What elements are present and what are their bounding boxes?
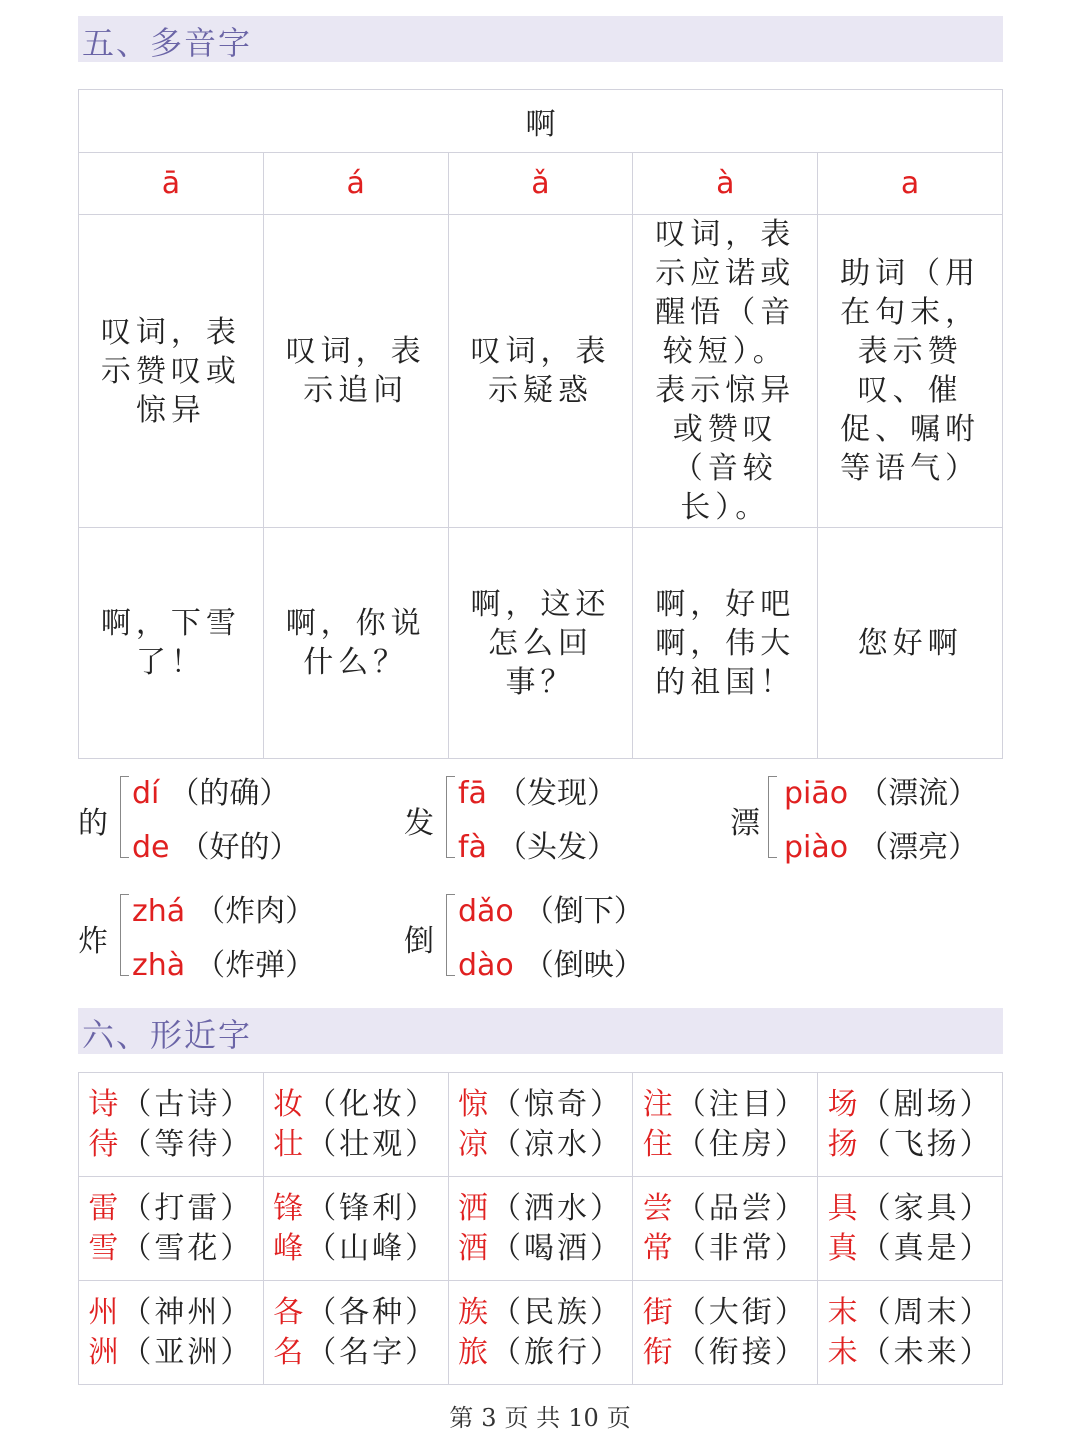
- polyphone-pinyin: piào: [784, 830, 849, 865]
- polyphone-word: （好的）: [179, 830, 300, 865]
- similar-char-word: （未来）: [860, 1334, 993, 1370]
- similar-char: 注: [642, 1086, 676, 1122]
- similar-char-line: [79, 1125, 263, 1165]
- polyphone-pinyin: de: [132, 830, 170, 865]
- similar-chars-table: [78, 1072, 1003, 1385]
- similar-char: 真: [827, 1230, 861, 1266]
- similar-char: 洲: [88, 1334, 122, 1370]
- similar-char-word: （家具）: [860, 1190, 993, 1226]
- similar-char-cell: [448, 1281, 633, 1385]
- polyphone-reading: [132, 822, 300, 866]
- similar-char-word: （剧场）: [860, 1086, 993, 1122]
- similar-char: 诗: [88, 1086, 122, 1122]
- polyphone-reading: [132, 768, 289, 812]
- polyphone-group: [404, 760, 704, 876]
- similar-char-line: [449, 1293, 633, 1333]
- similar-char: 峰: [273, 1230, 307, 1266]
- polyphone-pinyin: zhá: [132, 894, 186, 929]
- example-cell: 啊，下雪了！: [79, 528, 264, 759]
- similar-char-line: [264, 1085, 448, 1125]
- section-header-polyphones: [78, 16, 1003, 62]
- similar-char-word: （品尝）: [675, 1190, 808, 1226]
- pinyin-cell: á: [263, 153, 448, 215]
- similar-char-word: （民族）: [490, 1294, 623, 1330]
- polyphone-char: 的: [78, 806, 108, 841]
- example-cell: 啊，你说什么？: [263, 528, 448, 759]
- similar-char: 族: [457, 1294, 491, 1330]
- similar-char-word: （神州）: [121, 1294, 254, 1330]
- similar-char-line: [264, 1125, 448, 1165]
- similar-char: 衔: [642, 1334, 676, 1370]
- similar-char-line: [818, 1333, 1002, 1373]
- polyphone-pinyin: fā: [458, 776, 487, 811]
- similar-char-word: （壮观）: [306, 1126, 439, 1162]
- similar-char: 场: [827, 1086, 861, 1122]
- polyphone-word: （漂亮）: [858, 830, 979, 865]
- polyphone-reading: [132, 886, 315, 930]
- similar-char-word: （锋利）: [306, 1190, 439, 1226]
- similar-char-word: （衔接）: [675, 1334, 808, 1370]
- similar-char: 街: [642, 1294, 676, 1330]
- similar-char: 旅: [457, 1334, 491, 1370]
- similar-char-cell: [818, 1281, 1003, 1385]
- similar-char-cell: [633, 1281, 818, 1385]
- similar-char-cell: [263, 1177, 448, 1281]
- similar-char: 住: [642, 1126, 676, 1162]
- table-row: [79, 1073, 1003, 1177]
- similar-char-cell: [448, 1177, 633, 1281]
- polyphone-reading: [132, 940, 315, 984]
- polyphone-group: [730, 760, 1050, 876]
- polyphone-pinyin: fà: [458, 830, 487, 865]
- footer-text: 页 共: [504, 1404, 561, 1432]
- footer-text: 第: [449, 1404, 474, 1432]
- polyphone-word: （的确）: [169, 776, 290, 811]
- similar-char-cell: [633, 1073, 818, 1177]
- meaning-cell: 助词（用在句末，表示赞叹、催促、嘱咐等语气）: [818, 215, 1003, 528]
- similar-char-line: [449, 1229, 633, 1269]
- polyphone-word: （炸弹）: [195, 948, 316, 983]
- polyphone-word: （发现）: [496, 776, 617, 811]
- similar-char: 待: [88, 1126, 122, 1162]
- similar-char-line: [79, 1189, 263, 1229]
- meaning-cell: 叹词，表示应诺或醒悟（音较短）。表示惊异或赞叹（音较长）。: [633, 215, 818, 528]
- table-header-char: 啊: [79, 90, 1003, 153]
- pinyin-cell: ā: [79, 153, 264, 215]
- similar-char: 洒: [457, 1190, 491, 1226]
- polyphone-word: （倒下）: [523, 894, 644, 929]
- similar-char: 凉: [457, 1126, 491, 1162]
- section-title: 六、形近字: [82, 1016, 253, 1054]
- similar-char-line: [818, 1189, 1002, 1229]
- similar-char-word: （非常）: [675, 1230, 808, 1266]
- similar-char-line: [818, 1293, 1002, 1333]
- similar-char-line: [264, 1293, 448, 1333]
- similar-char-line: [818, 1229, 1002, 1269]
- brace: [446, 776, 455, 858]
- similar-char: 扬: [827, 1126, 861, 1162]
- similar-char-cell: [633, 1177, 818, 1281]
- similar-char: 常: [642, 1230, 676, 1266]
- meaning-cell: 叹词，表示追问: [263, 215, 448, 528]
- similar-char-word: （大街）: [675, 1294, 808, 1330]
- similar-char: 壮: [273, 1126, 307, 1162]
- polyphone-word: （漂流）: [858, 776, 979, 811]
- similar-char-word: （飞扬）: [860, 1126, 993, 1162]
- similar-char-line: [633, 1333, 817, 1373]
- similar-char: 惊: [457, 1086, 491, 1122]
- similar-char-word: （打雷）: [121, 1190, 254, 1226]
- similar-char-word: （古诗）: [121, 1086, 254, 1122]
- similar-char-word: （注目）: [675, 1086, 808, 1122]
- similar-char-line: [264, 1229, 448, 1269]
- similar-char: 雷: [88, 1190, 122, 1226]
- polyphone-group: [78, 878, 378, 994]
- similar-char-word: （雪花）: [121, 1230, 254, 1266]
- similar-char: 名: [273, 1334, 307, 1370]
- similar-char: 尝: [642, 1190, 676, 1226]
- example-cell: 啊，这还怎么回事？: [448, 528, 633, 759]
- example-cell: 您好啊: [818, 528, 1003, 759]
- total-pages: 10: [568, 1404, 599, 1432]
- similar-char-line: [633, 1293, 817, 1333]
- example-cell: 啊，好吧啊，伟大的祖国！: [633, 528, 818, 759]
- similar-char-line: [79, 1085, 263, 1125]
- similar-char-word: （等待）: [121, 1126, 254, 1162]
- polyphone-pinyin: dí: [132, 776, 160, 811]
- similar-char-line: [633, 1229, 817, 1269]
- polyphone-group: [404, 878, 704, 994]
- polyphone-word: （炸肉）: [195, 894, 316, 929]
- polyphone-reading: [458, 768, 617, 812]
- polyphone-reading: [458, 822, 617, 866]
- similar-char-word: （名字）: [306, 1334, 439, 1370]
- similar-char-word: （凉水）: [490, 1126, 623, 1162]
- similar-char-word: （各种）: [306, 1294, 439, 1330]
- footer-text: 页: [606, 1404, 631, 1432]
- similar-char-line: [449, 1125, 633, 1165]
- similar-char-word: （亚洲）: [121, 1334, 254, 1370]
- similar-char-word: （住房）: [675, 1126, 808, 1162]
- similar-char: 各: [273, 1294, 307, 1330]
- similar-char-line: [449, 1085, 633, 1125]
- polyphone-char: 炸: [78, 924, 108, 959]
- brace: [120, 776, 129, 858]
- similar-char: 末: [827, 1294, 861, 1330]
- similar-char: 锋: [273, 1190, 307, 1226]
- brace: [120, 894, 129, 976]
- brace: [768, 776, 777, 858]
- similar-char-line: [633, 1189, 817, 1229]
- similar-char-line: [79, 1333, 263, 1373]
- polyphone-word: （倒映）: [523, 948, 644, 983]
- polyphone-char: 漂: [730, 806, 760, 841]
- table-row: [79, 1281, 1003, 1385]
- similar-char: 未: [827, 1334, 861, 1370]
- table-row: [79, 1177, 1003, 1281]
- polyphone-reading: [784, 768, 978, 812]
- similar-char: 具: [827, 1190, 861, 1226]
- pinyin-cell: a: [818, 153, 1003, 215]
- polyphone-pinyin: piāo: [784, 776, 849, 811]
- polyphone-a-table: [78, 89, 1003, 759]
- polyphone-pinyin: dǎo: [458, 894, 514, 929]
- polyphone-char: 倒: [404, 924, 434, 959]
- similar-char-line: [818, 1085, 1002, 1125]
- similar-char-line: [79, 1293, 263, 1333]
- similar-char-word: （周末）: [860, 1294, 993, 1330]
- polyphone-char: 发: [404, 806, 434, 841]
- polyphone-reading: [458, 886, 644, 930]
- similar-char-word: （喝酒）: [490, 1230, 623, 1266]
- polyphone-word: （头发）: [496, 830, 617, 865]
- section-title: 五、多音字: [82, 24, 253, 62]
- similar-char-cell: [79, 1281, 264, 1385]
- similar-char-word: （洒水）: [490, 1190, 623, 1226]
- similar-char: 州: [88, 1294, 122, 1330]
- similar-char: 妆: [273, 1086, 307, 1122]
- section-header-similar-chars: [78, 1008, 1003, 1054]
- similar-char-line: [449, 1189, 633, 1229]
- meaning-cell: 叹词，表示赞叹或惊异: [79, 215, 264, 528]
- similar-char-word: （真是）: [860, 1230, 993, 1266]
- similar-char-line: [449, 1333, 633, 1373]
- page-footer: [0, 1398, 1080, 1433]
- similar-char-line: [818, 1125, 1002, 1165]
- polyphone-pinyin: zhà: [132, 948, 186, 983]
- similar-char-word: （化妆）: [306, 1086, 439, 1122]
- similar-char-cell: [818, 1177, 1003, 1281]
- similar-char-word: （旅行）: [490, 1334, 623, 1370]
- similar-char-line: [264, 1333, 448, 1373]
- similar-char-cell: [263, 1073, 448, 1177]
- similar-char-cell: [263, 1281, 448, 1385]
- pinyin-cell: à: [633, 153, 818, 215]
- similar-char-cell: [79, 1073, 264, 1177]
- similar-char-line: [264, 1189, 448, 1229]
- brace: [446, 894, 455, 976]
- similar-char-cell: [448, 1073, 633, 1177]
- polyphone-group: [78, 760, 378, 876]
- similar-char-line: [79, 1229, 263, 1269]
- meaning-cell: 叹词，表示疑惑: [448, 215, 633, 528]
- polyphone-reading: [458, 940, 644, 984]
- similar-char-word: （山峰）: [306, 1230, 439, 1266]
- pinyin-cell: ǎ: [448, 153, 633, 215]
- similar-char-line: [633, 1125, 817, 1165]
- polyphone-reading: [784, 822, 978, 866]
- similar-char-line: [633, 1085, 817, 1125]
- similar-char-word: （惊奇）: [490, 1086, 623, 1122]
- similar-char-cell: [79, 1177, 264, 1281]
- similar-char: 酒: [457, 1230, 491, 1266]
- similar-char: 雪: [88, 1230, 122, 1266]
- similar-char-cell: [818, 1073, 1003, 1177]
- page-number: 3: [481, 1404, 497, 1432]
- polyphone-pinyin: dào: [458, 948, 514, 983]
